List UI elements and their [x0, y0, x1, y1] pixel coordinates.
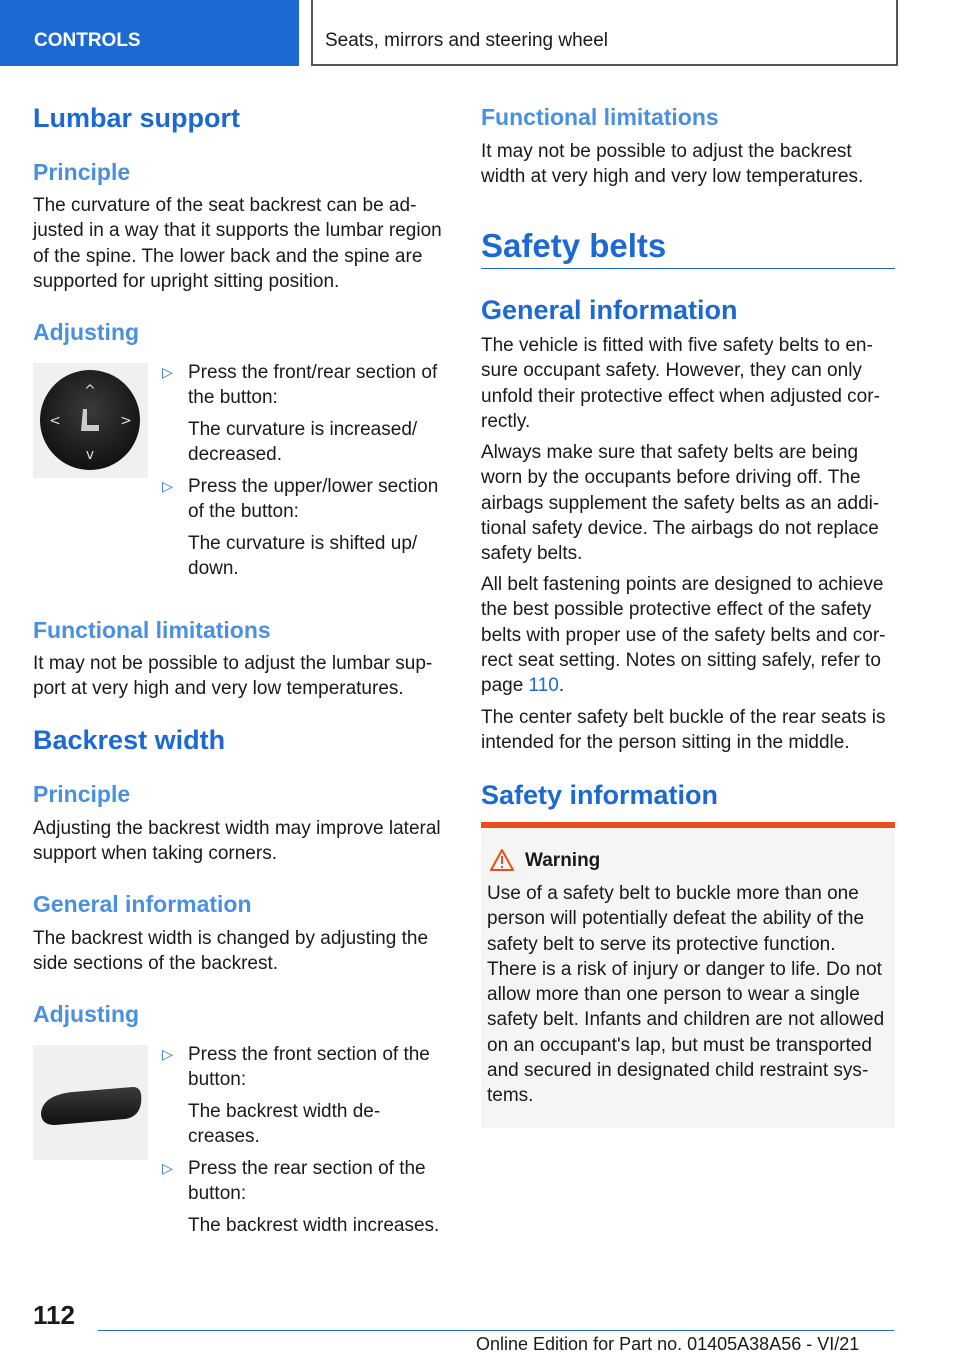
warning-triangle-icon [489, 848, 515, 877]
step-triangle-icon: ▷ [162, 478, 173, 494]
lumbar-principle-text: The curvature of the seat backrest can be adjusted in a way that it supports the lumbar region of the spine. The lower back and the spine are supported for upright sitting position. [33, 195, 442, 292]
header-section-label: CONTROLS [34, 30, 141, 51]
lumbar-step-2-action: Press the upper/lower section of the button: [188, 476, 439, 523]
lumbar-principle-heading: Principle [33, 159, 131, 185]
step-triangle-icon: ▷ [162, 1046, 173, 1062]
backrest-general-text: The backrest width is changed by adjusting the side sections of the backrest. [33, 928, 429, 975]
backrest-principle-heading: Principle [33, 781, 131, 807]
svg-text:>: > [120, 413, 132, 429]
warning-text: Use of a safety belt to buckle more than one person will potentially defeat the ability of the safety belt to serve its protective function. There is a risk of injury or danger to life. Do not allow more than one person to wear a single safety belt. Infants and children are not allowed on an occupant's lap, but must be transported and secured in designated child restraint systems. [487, 883, 885, 1107]
belts-general-p3-start: All belt fastening points are designed to achieve the best possible protective effect of the safety belts with proper use of the safety belts and correct seat setting. Notes on sitting safely, refer to page [481, 574, 886, 697]
backrest-width-heading: Backrest width [33, 725, 226, 755]
lumbar-adjusting-heading: Adjusting [33, 319, 140, 345]
backrest-step-2-result: The backrest width increases. [188, 1215, 440, 1236]
backrest-general-heading: General information [33, 891, 252, 917]
warning-box [481, 828, 895, 1128]
step-triangle-icon: ▷ [162, 364, 173, 380]
lumbar-limitations-heading: Functional limitations [33, 617, 271, 643]
belts-general-p3 [481, 572, 893, 698]
svg-text:^: ^ [84, 383, 96, 399]
lumbar-button-image [33, 363, 148, 478]
belts-general-heading: General information [481, 295, 738, 325]
safety-belts-heading: Safety belts [481, 227, 667, 264]
backrest-principle-text: Adjusting the backrest width may improve lateral support when taking corners. [33, 818, 441, 865]
page-number: 112 [33, 1300, 75, 1330]
svg-text:v: v [85, 447, 95, 463]
lumbar-support-heading: Lumbar support [33, 103, 240, 133]
belts-general-p1: The vehicle is fitted with five safety belts to ensure occupant safety. However, they can only unfold their protective effect when adjusted correctly. [481, 335, 880, 432]
backrest-button-image [33, 1045, 148, 1160]
lumbar-limitations-text: It may not be possible to adjust the lumbar support at very high and very low temperatures. [33, 653, 433, 700]
svg-text:<: < [49, 413, 61, 429]
backrest-adjusting-heading: Adjusting [33, 1001, 140, 1027]
lumbar-step-2-result: The curvature is shifted up/​down. [188, 533, 418, 580]
footer-rule [98, 1330, 894, 1331]
safety-information-heading: Safety information [481, 780, 719, 810]
lumbar-step-1-result: The curvature is increased/​decreased. [188, 419, 418, 466]
backrest-step-2-action: Press the rear section of the button: [188, 1158, 426, 1205]
backrest-step-1-result: The backrest width decreases. [188, 1101, 381, 1148]
warning-title: Warning [525, 850, 601, 871]
belts-general-p2: Always make sure that safety belts are being worn by the occupants before driving off. The airbags supplement the safety belts as an additional safety device. The airbags do not replace safety belts. [481, 442, 880, 565]
backrest-limitations-text: It may not be possible to adjust the backrest width at very high and very low temperatures. [481, 141, 864, 188]
step-triangle-icon: ▷ [162, 1160, 173, 1176]
page-reference-link[interactable]: 110 [528, 675, 559, 697]
lumbar-step-1-action: Press the front/rear section of the button: [188, 362, 438, 409]
belts-general-p4: The center safety belt buckle of the rear seats is intended for the person sitting in the middle. [481, 707, 886, 754]
backrest-step-1-action: Press the front section of the button: [188, 1044, 430, 1091]
backrest-limitations-heading: Functional limitations [481, 104, 719, 130]
header-chapter-label: Seats, mirrors and steering wheel [325, 30, 609, 51]
safety-belts-rule [481, 268, 895, 269]
belts-general-p3-end: . [558, 675, 565, 697]
footer-edition: Online Edition for Part no. 01405A38A56 - VI/21 [476, 1334, 860, 1354]
